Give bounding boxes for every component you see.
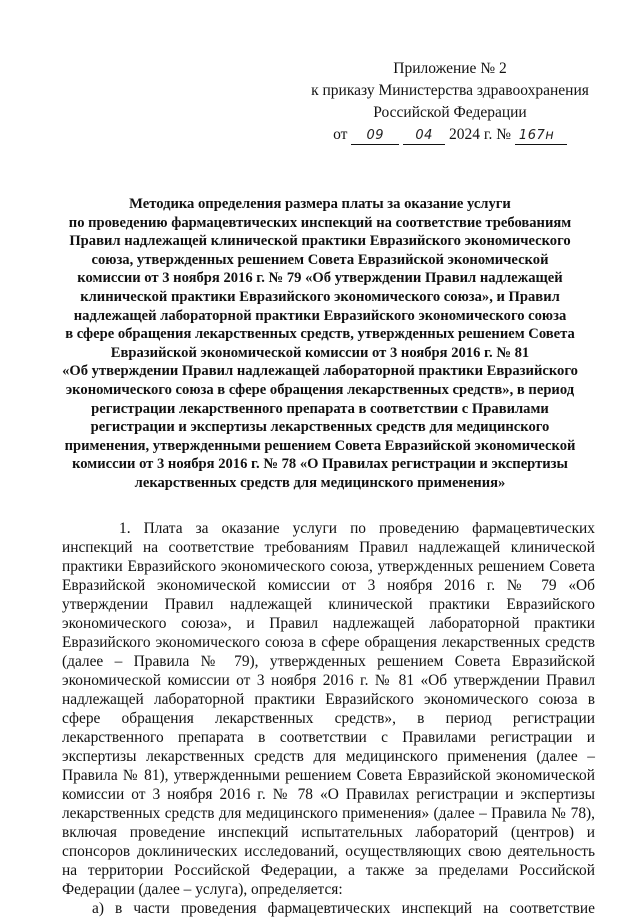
title-line: Евразийской экономической комиссии от 3 ноября 2016 г. № 81 — [110, 344, 530, 361]
title-line: применения, утвержденными решением Совета Евразийской экономической — [64, 437, 576, 454]
title-line: Правил надлежащей клинической практики Евразийского экономического — [69, 233, 571, 250]
title-line: лекарственных средств для медицинского применения» — [134, 474, 506, 491]
annex-header — [300, 58, 600, 146]
paragraph-1: 1. Плата за оказание услуги по проведению фармацевтических инспекций на соответствие требованиям Правил надлежащей клинической практики Евразийского экономического союза, утвержденных решением Совета Евразийской экономической комиссии от 3 ноября 2016 г. № 79 «Об утверждении Правил надлежащей клинической практики Евразийского экономического союза», и Правил надлежащей лабораторной практики Евразийского экономического союза в сфере обращения лекарственных средств (далее – Правила № 79), утвержденных решением Совета Евразийской экономической комиссии от 3 ноября 2016 г. № 81 «Об утверждении Правил надлежащей лабораторной практики Евразийского экономического союза в сфере обращения лекарственных средств», в период регистрации лекарственного препарата в соответствии с Правилами регистрации и экспертизы лекарственных средств для медицинского применения (далее – Правила № 81), утвержденными решением Совета Евразийской экономической комиссии от 3 ноября 2016 г. № 78 «О Правилах регистрации и экспертизы лекарственных средств для медицинского применения» (далее – Правила № 78), включая проведение инспекций испытательных лабораторий (центров) и спонсоров доклинических исследований, осуществляющих свою деятельность на территории Российской Федерации, а также за пределами Российской Федерации (далее – услуга), определяется: — [62, 520, 595, 898]
document-title — [50, 195, 590, 493]
title-line: клинической практики Евразийского экономического союза», и Правил — [80, 288, 560, 305]
date-year: 2024 г. № — [449, 126, 512, 143]
title-line: комиссии от 3 ноября 2016 г. № 78 «О Правилах регистрации и экспертизы — [72, 456, 568, 473]
title-line: в сфере обращения лекарственных средств, утвержденных решением Совета — [65, 326, 575, 343]
annex-ministry: Российской Федерации — [373, 104, 527, 121]
title-line: по проведению фармацевтических инспекций на соответствие требованиям — [68, 214, 572, 231]
title-line: «Об утверждении Правил надлежащей лабораторной практики Евразийского — [62, 363, 578, 380]
annex-number: Приложение № 2 — [393, 60, 507, 77]
title-line: комиссии от 3 ноября 2016 г. № 79 «Об утверждении Правил надлежащей — [77, 270, 563, 287]
title-line: надлежащей лабораторной практики Евразийского экономического союза — [73, 307, 567, 324]
title-line: Методика определения размера платы за оказание услуги — [129, 196, 511, 212]
title-line: регистрации и экспертизы лекарственных средств для медицинского — [90, 419, 550, 436]
annex-order-ref: к приказу Министерства здравоохранения — [311, 82, 589, 99]
order-number-handwritten: 167н — [515, 128, 567, 145]
title-line: союза, утвержденных решением Совета Евразийской экономической — [91, 251, 549, 268]
document-body — [62, 519, 595, 918]
title-line: регистрации лекарственного препарата в соответствии с Правилами — [91, 400, 549, 417]
annex-date-line — [300, 124, 600, 146]
date-prefix: от — [333, 126, 348, 143]
title-line: экономического союза в сфере обращения лекарственных средств», в период — [65, 381, 575, 398]
subpoint-a: а) в части проведения фармацевтических инспекций на соответствие — [92, 900, 595, 917]
date-day-handwritten: 09 — [351, 128, 399, 145]
date-month-handwritten: 04 — [403, 128, 445, 145]
